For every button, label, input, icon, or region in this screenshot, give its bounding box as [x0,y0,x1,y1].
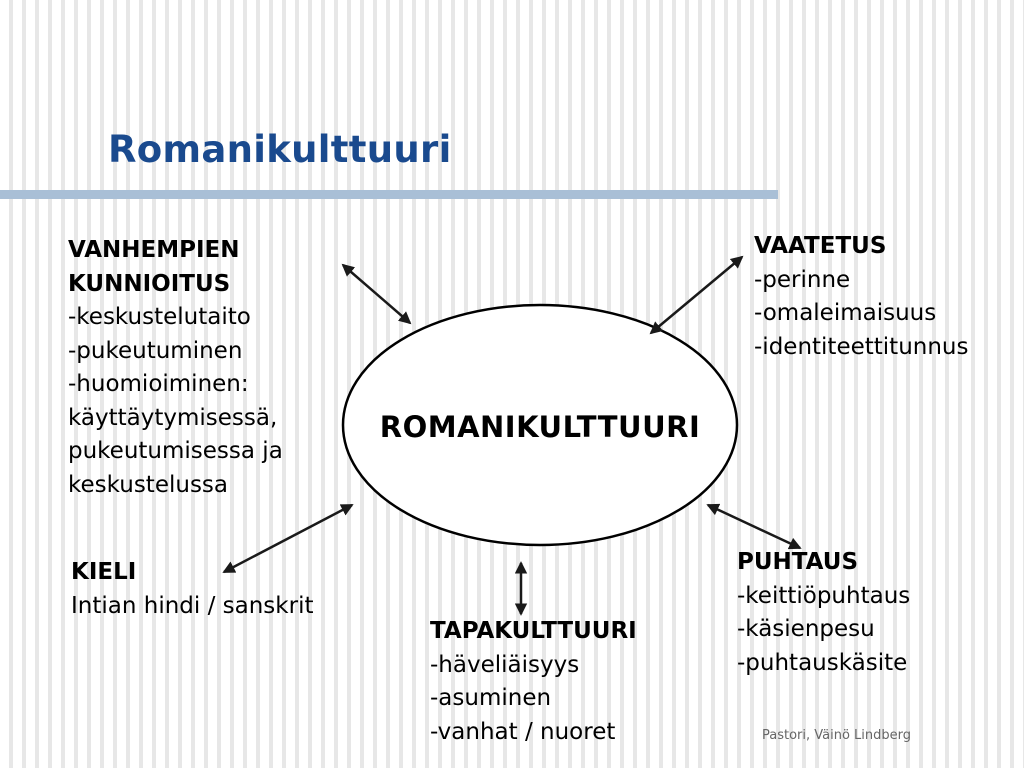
node-item: -puhtauskäsite [737,649,908,676]
node-tapakulttuuri [430,615,637,749]
node-vanhempien [68,234,283,502]
node-heading: VANHEMPIEN [68,237,240,263]
node-vaatetus [754,230,968,364]
node-item: -häveliäisyys [430,651,580,678]
node-item: -käsienpesu [737,616,875,642]
node-item: Intian hindi / sanskrit [71,592,314,619]
node-item: käyttäytymisessä, [68,404,278,431]
arrow-vaatetus [651,257,742,333]
node-heading: KIELI [71,559,137,585]
node-item: -huomioiminen: [68,371,249,397]
node-heading: KUNNIOITUS [68,270,231,297]
slide-title: Romanikulttuuri [108,128,452,171]
node-item: -pukeutuminen [68,337,243,364]
footer-credit: Pastori, Väinö Lindberg [762,728,912,743]
node-item: -keskustelutaito [68,304,251,330]
arrow-vanhempien [343,265,410,323]
center-label: ROMANIKULTTUURI [379,410,701,444]
node-item: -identiteettitunnus [754,333,969,360]
node-item: pukeutumisessa ja [68,438,283,464]
node-item: -keittiöpuhtaus [737,582,911,609]
node-heading: VAATETUS [754,233,887,259]
node-item: -omaleimaisuus [754,300,937,326]
arrow-puhtaus [708,505,800,548]
node-item: -asuminen [430,685,552,711]
node-item: -perinne [754,266,851,293]
node-heading: TAPAKULTTUURI [430,618,637,644]
node-item: -vanhat / nuoret [430,718,616,745]
node-puhtaus [737,546,910,680]
node-kieli [71,556,313,623]
node-item: keskustelussa [68,471,229,498]
node-heading: PUHTAUS [737,549,859,575]
